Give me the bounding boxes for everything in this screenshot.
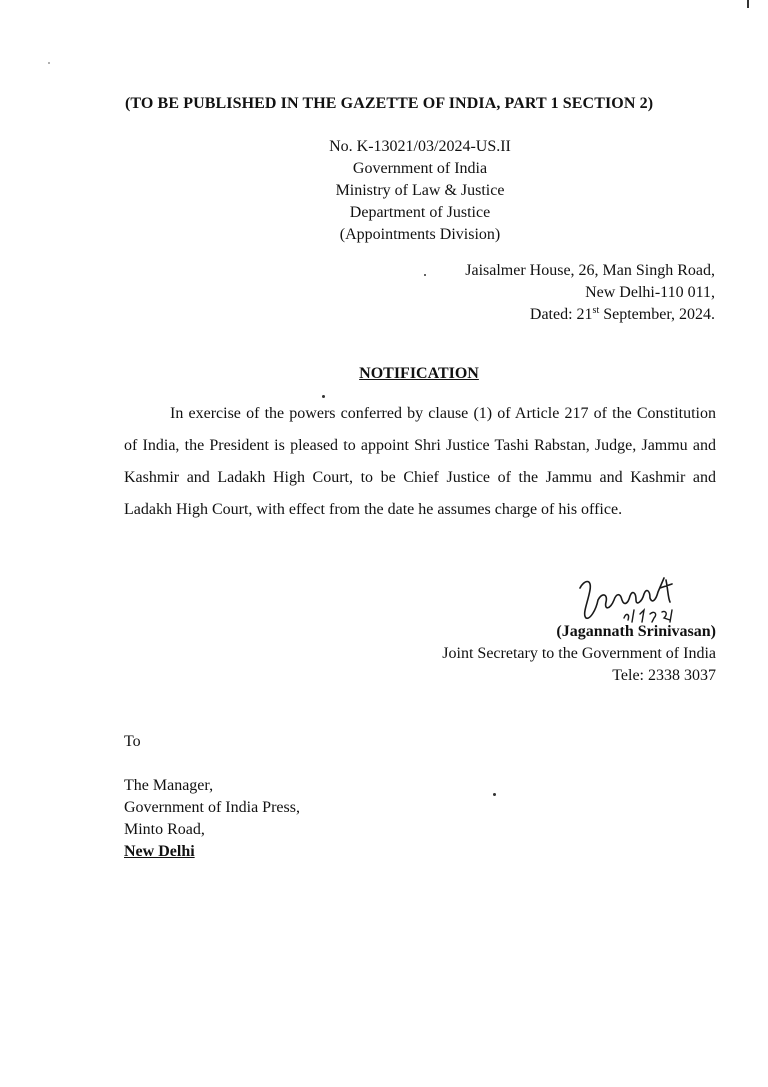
date-rest: September, 2024. (599, 306, 715, 323)
gazette-heading: (TO BE PUBLISHED IN THE GAZETTE OF INDIA, PART 1 SECTION 2) (125, 95, 654, 112)
address-line-2: New Delhi-110 011, (585, 284, 715, 301)
signature-block (442, 621, 716, 687)
office-address-block (465, 260, 715, 326)
issuing-authority-block (300, 136, 540, 246)
to-label: To (124, 733, 141, 750)
address-line-1: Jaisalmer House, 26, Man Singh Road, (465, 262, 715, 279)
file-number: No. K-13021/03/2024-US.II (329, 138, 511, 155)
date-prefix: Dated: 21 (529, 306, 593, 323)
scan-speck (322, 395, 325, 398)
scan-speck (747, 0, 749, 8)
scan-speck (424, 274, 426, 276)
division-name: (Appointments Division) (339, 226, 501, 243)
notification-body: In exercise of the powers conferred by clause (1) of Article 217 of the Constitution of India, the President is pleased to appoint Shri Justice Tashi Rabstan, Judge, Jammu and Kashmir and Ladakh High Court, to be Chief Justice of the Jammu and Kashmir and Ladakh High Court, with effect from the date he assumes charge of his office. (124, 405, 716, 518)
department-name: Department of Justice (349, 204, 491, 221)
date-ordinal: st (592, 305, 600, 316)
scan-speck (48, 62, 50, 64)
government-name: Government of India (352, 160, 488, 177)
addressee-block (124, 775, 300, 863)
signatory-name: (Jagannath Srinivasan) (556, 623, 716, 640)
addressee-line-1: The Manager, (124, 777, 214, 794)
signatory-telephone: Tele: 2338 3037 (612, 667, 716, 684)
scan-speck (493, 793, 496, 796)
ministry-name: Ministry of Law & Justice (335, 182, 505, 199)
date-line (465, 304, 715, 326)
signatory-designation: Joint Secretary to the Government of India (442, 645, 716, 662)
addressee-line-2: Government of India Press, (124, 799, 300, 816)
addressee-city: New Delhi (124, 843, 195, 860)
notification-title: NOTIFICATION (359, 365, 479, 382)
addressee-line-3: Minto Road, (124, 821, 205, 838)
